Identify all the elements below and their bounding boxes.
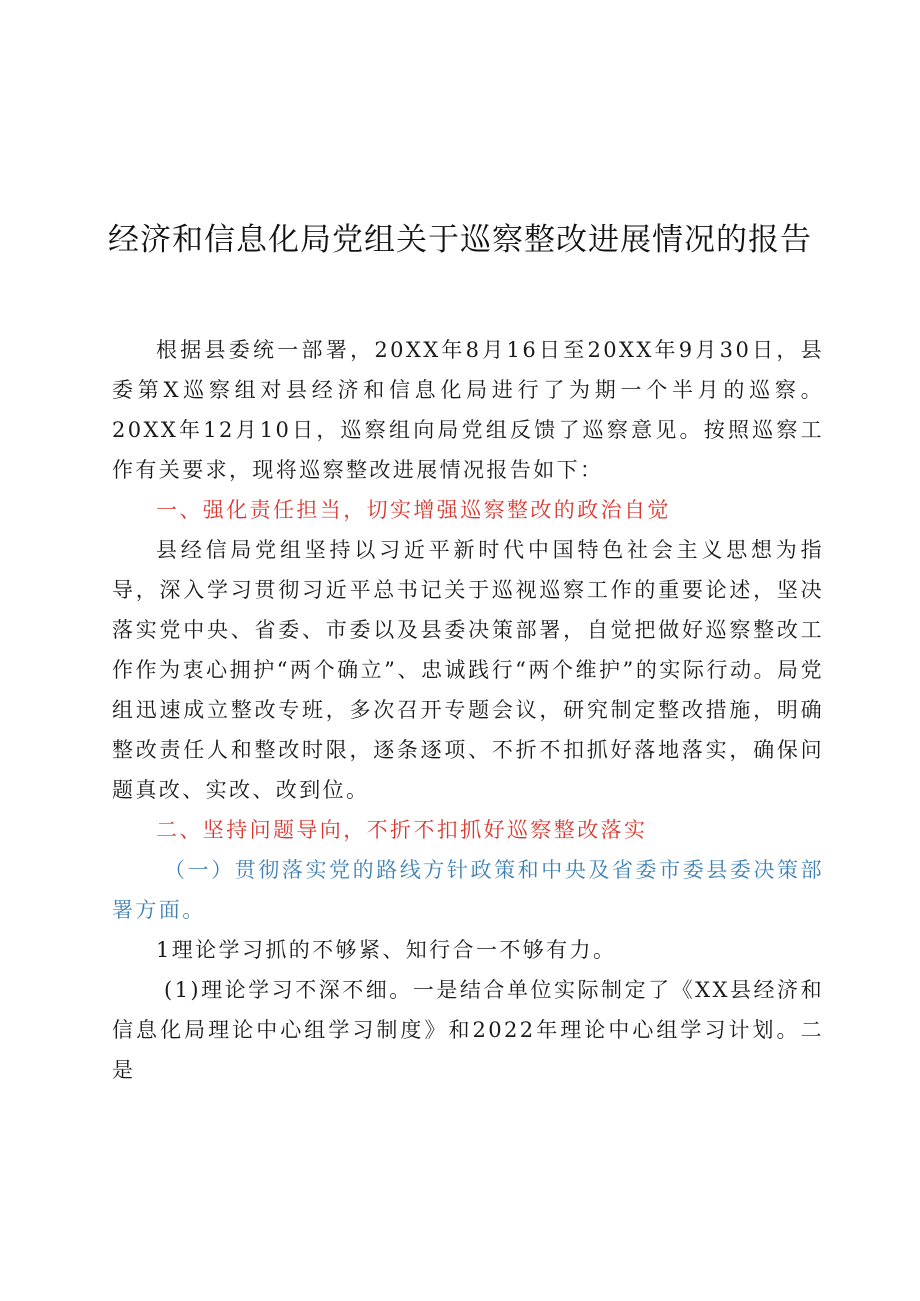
subsection-1-heading: （一）贯彻落实党的路线方针政策和中央及省委市委县委决策部署方面。 (112, 858, 824, 922)
document-title: 经济和信息化局党组关于巡察整改进展情况的报告 (108, 222, 812, 258)
item-1-1-paragraph: (1)理论学习不深不细。一是结合单位实际制定了《XX县经济和信息化局理论中心组学习制度》和2022年理论中心组学习计划。二是 (112, 978, 824, 1082)
document-body (112, 330, 824, 1090)
item-1-heading: 1理论学习抓的不够紧、知行合一不够有力。 (156, 938, 617, 962)
section-1-paragraph: 县经信局党组坚持以习近平新时代中国特色社会主义思想为指导，深入学习贯彻习近平总书记关于巡视巡察工作的重要论述，坚决落实党中央、省委、市委以及县委决策部署，自觉把做好巡察整改工作作为衷心拥护“两个确立”、忠诚践行“两个维护”的实际行动。局党组迅速成立整改专班，多次召开专题会议，研究制定整改措施，明确整改责任人和整改时限，逐条逐项、不折不扣抓好落地落实，确保问题真改、实改、改到位。 (112, 538, 824, 802)
intro-paragraph: 根据县委统一部署，20XX年8月16日至20XX年9月30日，县委第X巡察组对县经济和信息化局进行了为期一个半月的巡察。20XX年12月10日，巡察组向局党组反馈了巡察意见。按照巡察工作有关要求，现将巡察整改进展情况报告如下： (112, 338, 824, 482)
section-1-heading: 一、强化责任担当，切实增强巡察整改的政治自觉 (156, 498, 671, 522)
section-2-heading: 二、坚持问题导向，不折不扣抓好巡察整改落实 (156, 818, 648, 842)
